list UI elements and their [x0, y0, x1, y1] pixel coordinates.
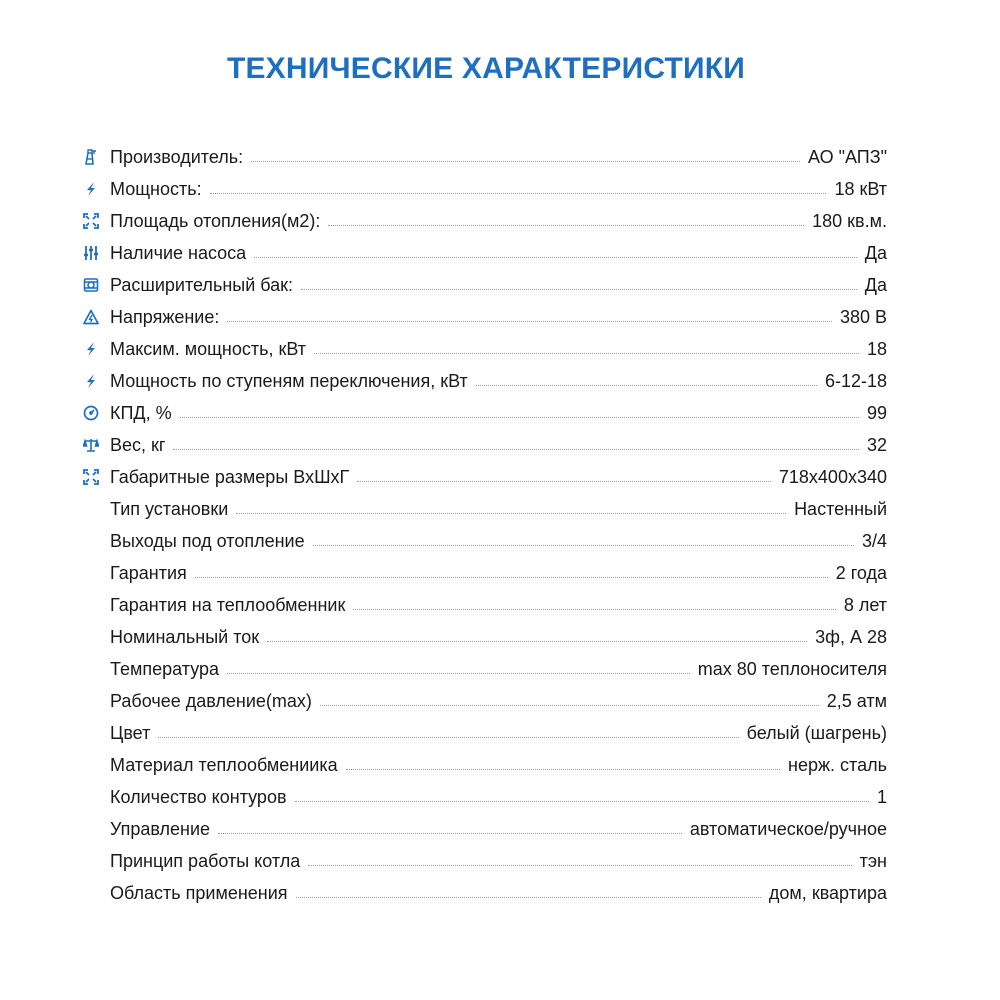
spec-label: Наличие насоса	[110, 242, 247, 263]
icon-placeholder	[82, 532, 100, 550]
factory-icon	[82, 148, 100, 166]
spec-row	[82, 781, 887, 813]
spec-row	[82, 397, 887, 429]
spec-label: Температура	[110, 658, 220, 679]
spec-value: 18 кВт	[834, 178, 887, 199]
icon-placeholder	[82, 852, 100, 870]
spec-value: 718x400x340	[778, 466, 887, 487]
icon-placeholder	[82, 788, 100, 806]
spec-row	[82, 493, 887, 525]
icon-placeholder	[82, 596, 100, 614]
dotted-leader	[218, 833, 682, 834]
lightning-icon	[82, 180, 100, 198]
spec-label: Рабочее давление(max)	[110, 690, 312, 711]
spec-value: нерж. сталь	[788, 754, 887, 775]
spec-row	[82, 301, 887, 333]
spec-label: Вес, кг	[110, 434, 166, 455]
spec-label: Цвет	[110, 722, 151, 743]
spec-label: Габаритные размеры ВхШхГ	[110, 466, 350, 487]
spec-row	[82, 333, 887, 365]
spec-label: Напряжение:	[110, 306, 220, 327]
dotted-leader	[254, 257, 857, 258]
spec-value: max 80 теплоносителя	[697, 658, 887, 679]
spec-value: 6-12-18	[824, 370, 887, 391]
voltage-warning-icon	[82, 308, 100, 326]
spec-value: 1	[876, 786, 887, 807]
spec-value: тэн	[859, 850, 887, 871]
spec-row	[82, 429, 887, 461]
spec-label: Область применения	[110, 882, 288, 903]
spec-label: Производитель:	[110, 146, 244, 167]
spec-row	[82, 877, 887, 909]
spec-row	[82, 237, 887, 269]
spec-label: Управление	[110, 818, 211, 839]
spec-label: Площадь отопления(м2):	[110, 210, 321, 231]
dotted-leader	[251, 161, 800, 162]
spec-label: КПД, %	[110, 402, 172, 423]
dotted-leader	[173, 449, 859, 450]
dotted-leader	[227, 673, 690, 674]
spec-label: Расширительный бак:	[110, 274, 294, 295]
spec-label: Выходы под отопление	[110, 530, 305, 551]
dotted-leader	[328, 225, 804, 226]
spec-label: Принцип работы котла	[110, 850, 301, 871]
spec-label: Максим. мощность, кВт	[110, 338, 307, 359]
spec-label: Гарантия на теплообменник	[110, 594, 346, 615]
spec-label: Количество контуров	[110, 786, 287, 807]
lightning-icon	[82, 372, 100, 390]
spec-row	[82, 653, 887, 685]
spec-value: 2 года	[835, 562, 887, 583]
spec-label: Мощность по ступеням переключения, кВт	[110, 370, 468, 391]
dotted-leader	[295, 801, 869, 802]
dotted-leader	[180, 417, 859, 418]
spec-value: дом, квартира	[768, 882, 887, 903]
spec-value: белый (шагрень)	[746, 722, 887, 743]
spec-row	[82, 717, 887, 749]
spec-row	[82, 525, 887, 557]
spec-row	[82, 557, 887, 589]
dotted-leader	[314, 353, 859, 354]
dotted-leader	[308, 865, 851, 866]
dotted-leader	[313, 545, 854, 546]
page-title: ТЕХНИЧЕСКИЕ ХАРАКТЕРИСТИКИ	[226, 52, 746, 85]
icon-placeholder	[82, 660, 100, 678]
dotted-leader	[267, 641, 807, 642]
area-expand-icon	[82, 468, 100, 486]
spec-value: Настенный	[794, 498, 887, 519]
spec-label: Тип установки	[110, 498, 229, 519]
icon-placeholder	[82, 692, 100, 710]
spec-row	[82, 205, 887, 237]
dotted-leader	[195, 577, 828, 578]
spec-row	[82, 269, 887, 301]
dotted-leader	[476, 385, 817, 386]
dotted-leader	[227, 321, 832, 322]
dotted-leader	[301, 289, 857, 290]
spec-value: 2,5 атм	[826, 690, 887, 711]
icon-placeholder	[82, 500, 100, 518]
spec-value: 180 кв.м.	[812, 210, 887, 231]
spec-row	[82, 173, 887, 205]
spec-label: Гарантия	[110, 562, 187, 583]
spec-value: 99	[866, 402, 887, 423]
icon-placeholder	[82, 820, 100, 838]
spec-row	[82, 461, 887, 493]
dotted-leader	[236, 513, 786, 514]
spec-value: 380 В	[839, 306, 887, 327]
tank-icon	[82, 276, 100, 294]
dotted-leader	[353, 609, 835, 610]
spec-value: 3ф, А 28	[815, 626, 887, 647]
spec-row	[82, 685, 887, 717]
spec-label: Материал теплообмениика	[110, 754, 338, 775]
spec-label: Номинальный ток	[110, 626, 260, 647]
gauge-icon	[82, 404, 100, 422]
spec-value: АО "АПЗ"	[807, 146, 887, 167]
spec-value: 32	[866, 434, 887, 455]
icon-placeholder	[82, 724, 100, 742]
spec-value: Да	[864, 274, 887, 295]
spec-row	[82, 589, 887, 621]
spec-row	[82, 621, 887, 653]
icon-placeholder	[82, 884, 100, 902]
dotted-leader	[357, 481, 771, 482]
lightning-icon	[82, 340, 100, 358]
dotted-leader	[320, 705, 819, 706]
spec-row	[82, 813, 887, 845]
area-expand-icon	[82, 212, 100, 230]
spec-row	[82, 141, 887, 173]
spec-value: Да	[864, 242, 887, 263]
icon-placeholder	[82, 564, 100, 582]
spec-label: Мощность:	[110, 178, 202, 199]
icon-placeholder	[82, 628, 100, 646]
spec-value: 8 лет	[843, 594, 887, 615]
spec-row	[82, 365, 887, 397]
icon-placeholder	[82, 756, 100, 774]
spec-value: 3/4	[861, 530, 887, 551]
dotted-leader	[296, 897, 761, 898]
scales-icon	[82, 436, 100, 454]
spec-value: автоматическое/ручное	[689, 818, 887, 839]
spec-row	[82, 749, 887, 781]
dotted-leader	[346, 769, 780, 770]
dotted-leader	[210, 193, 827, 194]
spec-row	[82, 845, 887, 877]
spec-list	[82, 141, 887, 909]
pump-icon	[82, 244, 100, 262]
dotted-leader	[158, 737, 738, 738]
spec-value: 18	[866, 338, 887, 359]
